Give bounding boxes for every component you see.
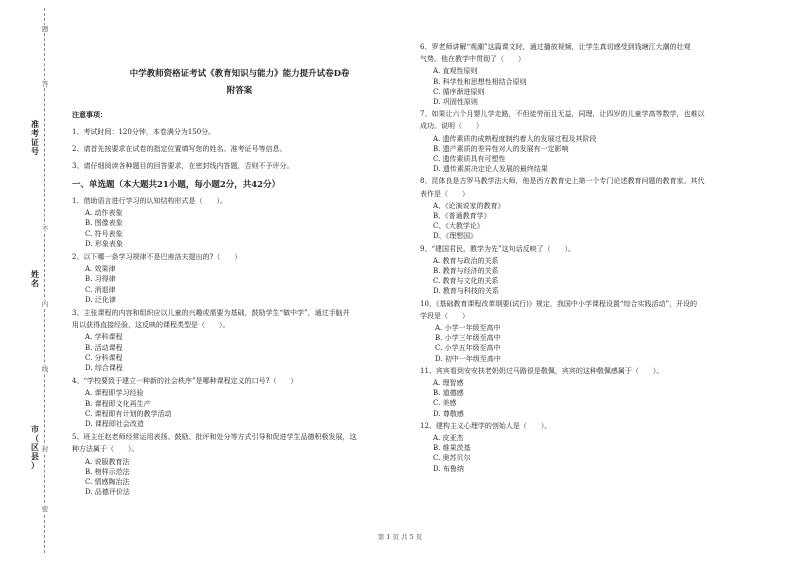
- answer-option: A. 教育与政治的关系: [433, 256, 499, 265]
- answer-option: D. 品德评价法: [85, 488, 130, 497]
- answer-option: A. 效果律: [85, 265, 116, 274]
- question-stem: 4、“学校要致于建立一种新的社会秩序”是哪种课程定义的口号?（ ）: [72, 377, 298, 386]
- answer-option: D. 遗传素质决定论人发展的最终结果: [433, 165, 548, 174]
- answer-option: A. 皮亚杰: [433, 434, 464, 442]
- section-heading: 一、单选题（本大题共21小题，每小题2分，共42分）: [72, 180, 281, 190]
- binding-margin: [0, 0, 60, 565]
- answer-option: A、《论演说家的教育》: [433, 201, 505, 210]
- answer-option: A. 课程即学习经验: [85, 389, 144, 398]
- exam-title: 中学教师资格证考试《教育知识与能力》能力提升试卷D卷: [129, 69, 350, 79]
- answer-option: A. 直观性原则: [433, 67, 478, 76]
- answer-option: B. 课程即文化再生产: [85, 399, 151, 408]
- answer-option: C. 小学五年级至高中: [435, 344, 501, 353]
- binding-mark: 题: [39, 25, 51, 33]
- answer-option: D. 教育与科技的关系: [433, 287, 499, 296]
- answer-option: D. 初中一年级至高中: [435, 354, 501, 363]
- answer-option: B. 图像表象: [85, 219, 123, 228]
- answer-option: D. 尊敬感: [433, 409, 464, 418]
- question-stem: 3、主张课程的内容和组织应以儿童的兴趣或需要为基础，鼓励学生“做中学”，通过手脑并: [72, 309, 350, 317]
- binding-mark: 不: [39, 225, 51, 233]
- answer-option: D. 课程即社会改造: [85, 420, 144, 428]
- notice-heading: 注意事项：: [72, 110, 107, 119]
- answer-option: C. 课程即有计划的教学活动: [85, 409, 172, 418]
- answer-option: C. 遗传素质具有可塑性: [433, 155, 506, 163]
- binding-dashed-line: [44, 8, 45, 553]
- answer-option: C. 奥苏贝尔: [433, 454, 471, 463]
- question-stem: 成功。说明（ ）: [420, 122, 483, 131]
- question-stem: 10、《基础教育课程改革纲要(试行)》规定，我国中小学课程设置“综合实践活动”，开设的: [420, 299, 698, 308]
- answer-option: D. 泛化律: [85, 295, 116, 304]
- answer-option: D. 综合课程: [85, 364, 123, 372]
- answer-option: A. 理智感: [433, 379, 464, 387]
- answer-option: D. 布鲁纳: [433, 464, 464, 473]
- answer-option: C、《大教学论》: [433, 222, 484, 231]
- question-stem: 11、宾宾看到安安扶老奶奶过马路很是敬佩，宾宾的这种敬佩感属于（ ）。: [420, 366, 664, 375]
- answer-option: A. 动作表象: [85, 209, 123, 218]
- answer-option: B、《普通教育学》: [433, 212, 491, 220]
- notice-item: 2、请首先按要求在试卷的指定位置填写您的姓名、准考证号等信息。: [72, 145, 287, 153]
- exam-subtitle: 附答案: [226, 86, 253, 96]
- binding-mark: 封: [39, 445, 51, 453]
- answer-option: A. 说服教育法: [85, 457, 130, 466]
- question-stem: 表作是（ ）: [420, 189, 469, 198]
- answer-option: A. 小学一年级至高中: [435, 324, 501, 332]
- answer-option: B. 遗产素质的差异性对人的发展有一定影响: [433, 144, 569, 153]
- question-stem: 种方法属于（ ）。: [72, 445, 139, 454]
- notice-item: 1、考试时间：120分钟，本卷满分为150分。: [72, 128, 216, 136]
- question-stem: 5、班主任赵老师经常运用表扬、鼓励、批评和处分等方式引导和促进学生品德积极发展，这: [72, 433, 357, 442]
- page-footer: 第 1 页 共 5 页: [377, 533, 423, 541]
- answer-option: A. 学科课程: [85, 333, 123, 342]
- question-stem: 12、建构主义心理学的创始人是（ ）。: [420, 421, 552, 430]
- answer-option: D. 形象表象: [85, 239, 123, 248]
- binding-label: 姓 名: [31, 269, 39, 288]
- question-stem: 学段是（ ）: [420, 311, 469, 320]
- question-stem: 1、借助语言进行学习的认知结构形式是（ ）。: [72, 197, 227, 205]
- answer-option: B. 小学三年级至高中: [435, 334, 501, 343]
- question-stem: 8、昆体良是古罗马教学法大师，他是西方教育史上第一个专门论述教育问题的教育家。其代: [420, 177, 705, 186]
- answer-option: C. 教育与文化的关系: [433, 277, 499, 286]
- binding-mark: 答: [39, 80, 51, 88]
- answer-option: B. 教育与经济的关系: [433, 267, 499, 275]
- answer-option: C. 消退律: [85, 285, 116, 294]
- answer-option: A. 遗传素质的成熟程度制约着人的发展过程及其阶段: [433, 134, 597, 143]
- question-stem: 7、如果让六个月婴儿学走路，不但徒劳而且无益，同理，让四岁的儿童学高等数学，也难以: [420, 110, 705, 119]
- answer-option: B. 榜样示范法: [85, 467, 130, 476]
- answer-option: B. 活动课程: [85, 343, 123, 352]
- notice-item: 3、请仔细阅读各种题目的回答要求，在密封线内答题，否则不予评分。: [72, 162, 294, 170]
- answer-option: B. 习得律: [85, 275, 116, 284]
- answer-option: B. 维果茨基: [433, 444, 471, 453]
- answer-option: D、《理想国》: [433, 232, 478, 241]
- answer-option: D. 巩固性原则: [433, 98, 478, 106]
- binding-mark: 内: [39, 300, 51, 308]
- question-stem: 气势。他在教学中贯彻了（ ）: [420, 55, 525, 64]
- binding-label: 市 （ 区 县 ）: [31, 424, 39, 470]
- question-stem: 9、“建国君民，教学为先”这句话反映了（ ）。: [420, 244, 576, 253]
- answer-option: B. 道德感: [433, 389, 464, 398]
- binding-label: 准 考 证 号: [31, 119, 39, 156]
- question-stem: 6、罗老师讲解“观潮”这篇课文时，通过播放视频，让学生真切感受到钱塘江大潮的壮观: [420, 43, 691, 51]
- answer-option: C. 循序渐进原则: [433, 87, 485, 96]
- answer-option: C. 美感: [433, 399, 457, 408]
- answer-option: C. 符号表象: [85, 229, 123, 238]
- question-stem: 用以获得直接经验，这反映的课程类型是（ ）。: [72, 321, 230, 330]
- answer-option: C. 分科课程: [85, 353, 123, 362]
- binding-mark: 密: [39, 505, 51, 513]
- answer-option: B. 科学性和思想性相结合原则: [433, 77, 527, 86]
- binding-mark: 线: [39, 365, 51, 373]
- answer-option: C. 情感陶冶法: [85, 478, 130, 486]
- question-stem: 2、以下哪一条学习规律不是巴甫洛夫提出的?（ ）: [72, 253, 242, 261]
